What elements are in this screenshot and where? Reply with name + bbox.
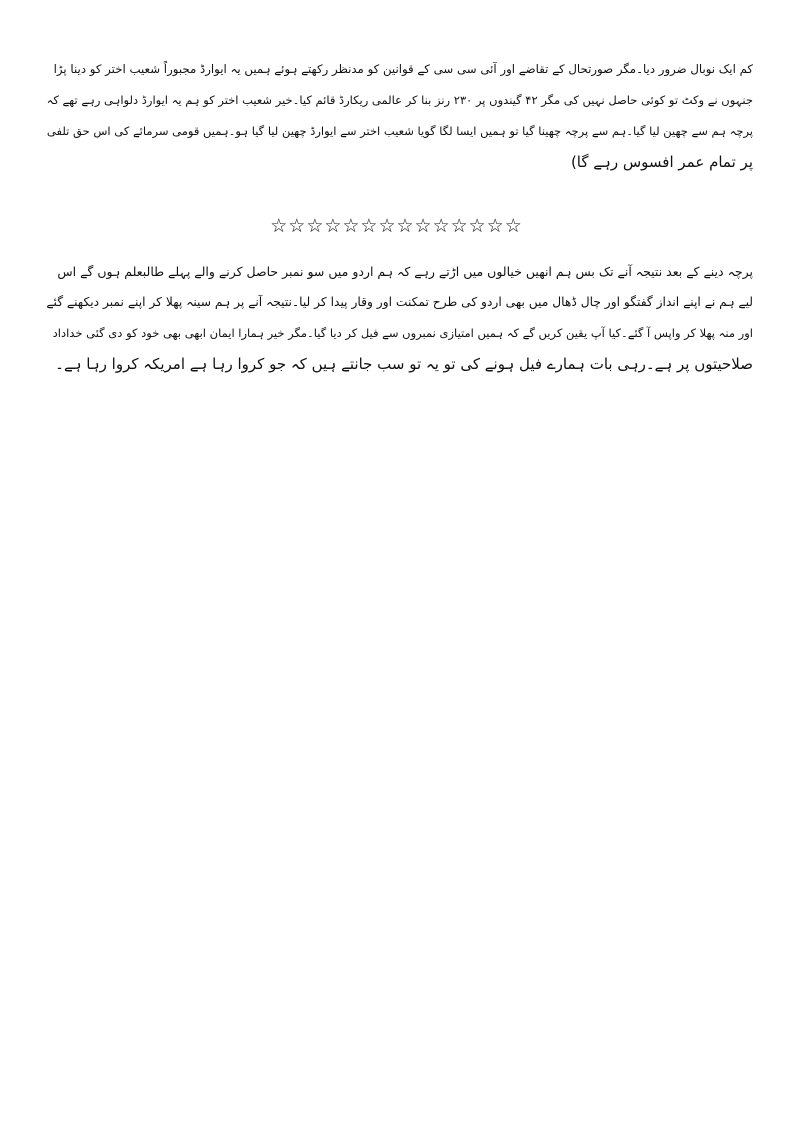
star-separator: ☆☆☆☆☆☆☆☆☆☆☆☆☆☆ [270, 215, 523, 237]
paragraph-2 [45, 256, 753, 380]
paragraph-2-line: صلاحیتوں پر ہے۔رہی بات ہمارے فیل ہونے کی تو یہ تو سب جانتے ہیں کہ جو کروا رہا ہے امریکہ کروا رہا ہے۔ [55, 355, 753, 373]
paragraph-1-line: پرچہ ہم سے چھین لیا گیا۔ہم سے پرچہ چھینا گیا تو ہمیں ایسا لگا گویا شعیب اختر سے ایوارڈ چھین لیا گیا ہو۔ہمیں قومی سرمائے کی اس حق تلفی [46, 124, 753, 138]
paragraph-1-line: پر تمام عمر افسوس رہے گا) [570, 153, 753, 171]
paragraph-2-line: لیے ہم نے اپنے انداز گفتگو اور چال ڈھال میں بھی اردو کی طرح تمکنت اور وقار پیدا کر لیا۔نتیجہ آنے پر ہم سینہ پھلا کر اپنے نمبر دیکھنے گئے [46, 295, 753, 309]
paragraph-2-line: اور منہ پھلا کر واپس آ گئے۔کیا آپ یقین کریں گے کہ ہمیں امتیازی نمبروں سے فیل کر دیا گیا۔مگر خیر ہمارا ایمان ابھی بھی خود کو دی گئی خداداد [52, 326, 753, 340]
paragraph-1-line: کم ایک نوبال ضرور دیا۔مگر صورتحال کے تقاضے اور آئی سی سی کے قوانین کو مدنظر رکھتے ہوئے ہمیں یہ ایوارڈ مجبوراً شعیب اختر کو دینا پڑا [53, 62, 753, 76]
paragraph-2-line: پرچہ دینے کے بعد نتیجہ آنے تک بس ہم انھیں خیالوں میں اڑتے رہے کہ ہم اردو میں سو نمبر حاصل کرنے والے پہلے طالبعلم ہوں گے اس [57, 264, 753, 279]
paragraph-1-line: جنہوں نے وکٹ تو کوئی حاصل نہیں کی مگر ۴۲ گیندوں پر ۲۳۰ رنز بنا کر عالمی ریکارڈ قائم کیا۔خیر شعیب اختر کو ہم یہ ایوارڈ دلواہی رہے تھے کہ [46, 93, 753, 107]
paragraph-1 [45, 54, 753, 178]
